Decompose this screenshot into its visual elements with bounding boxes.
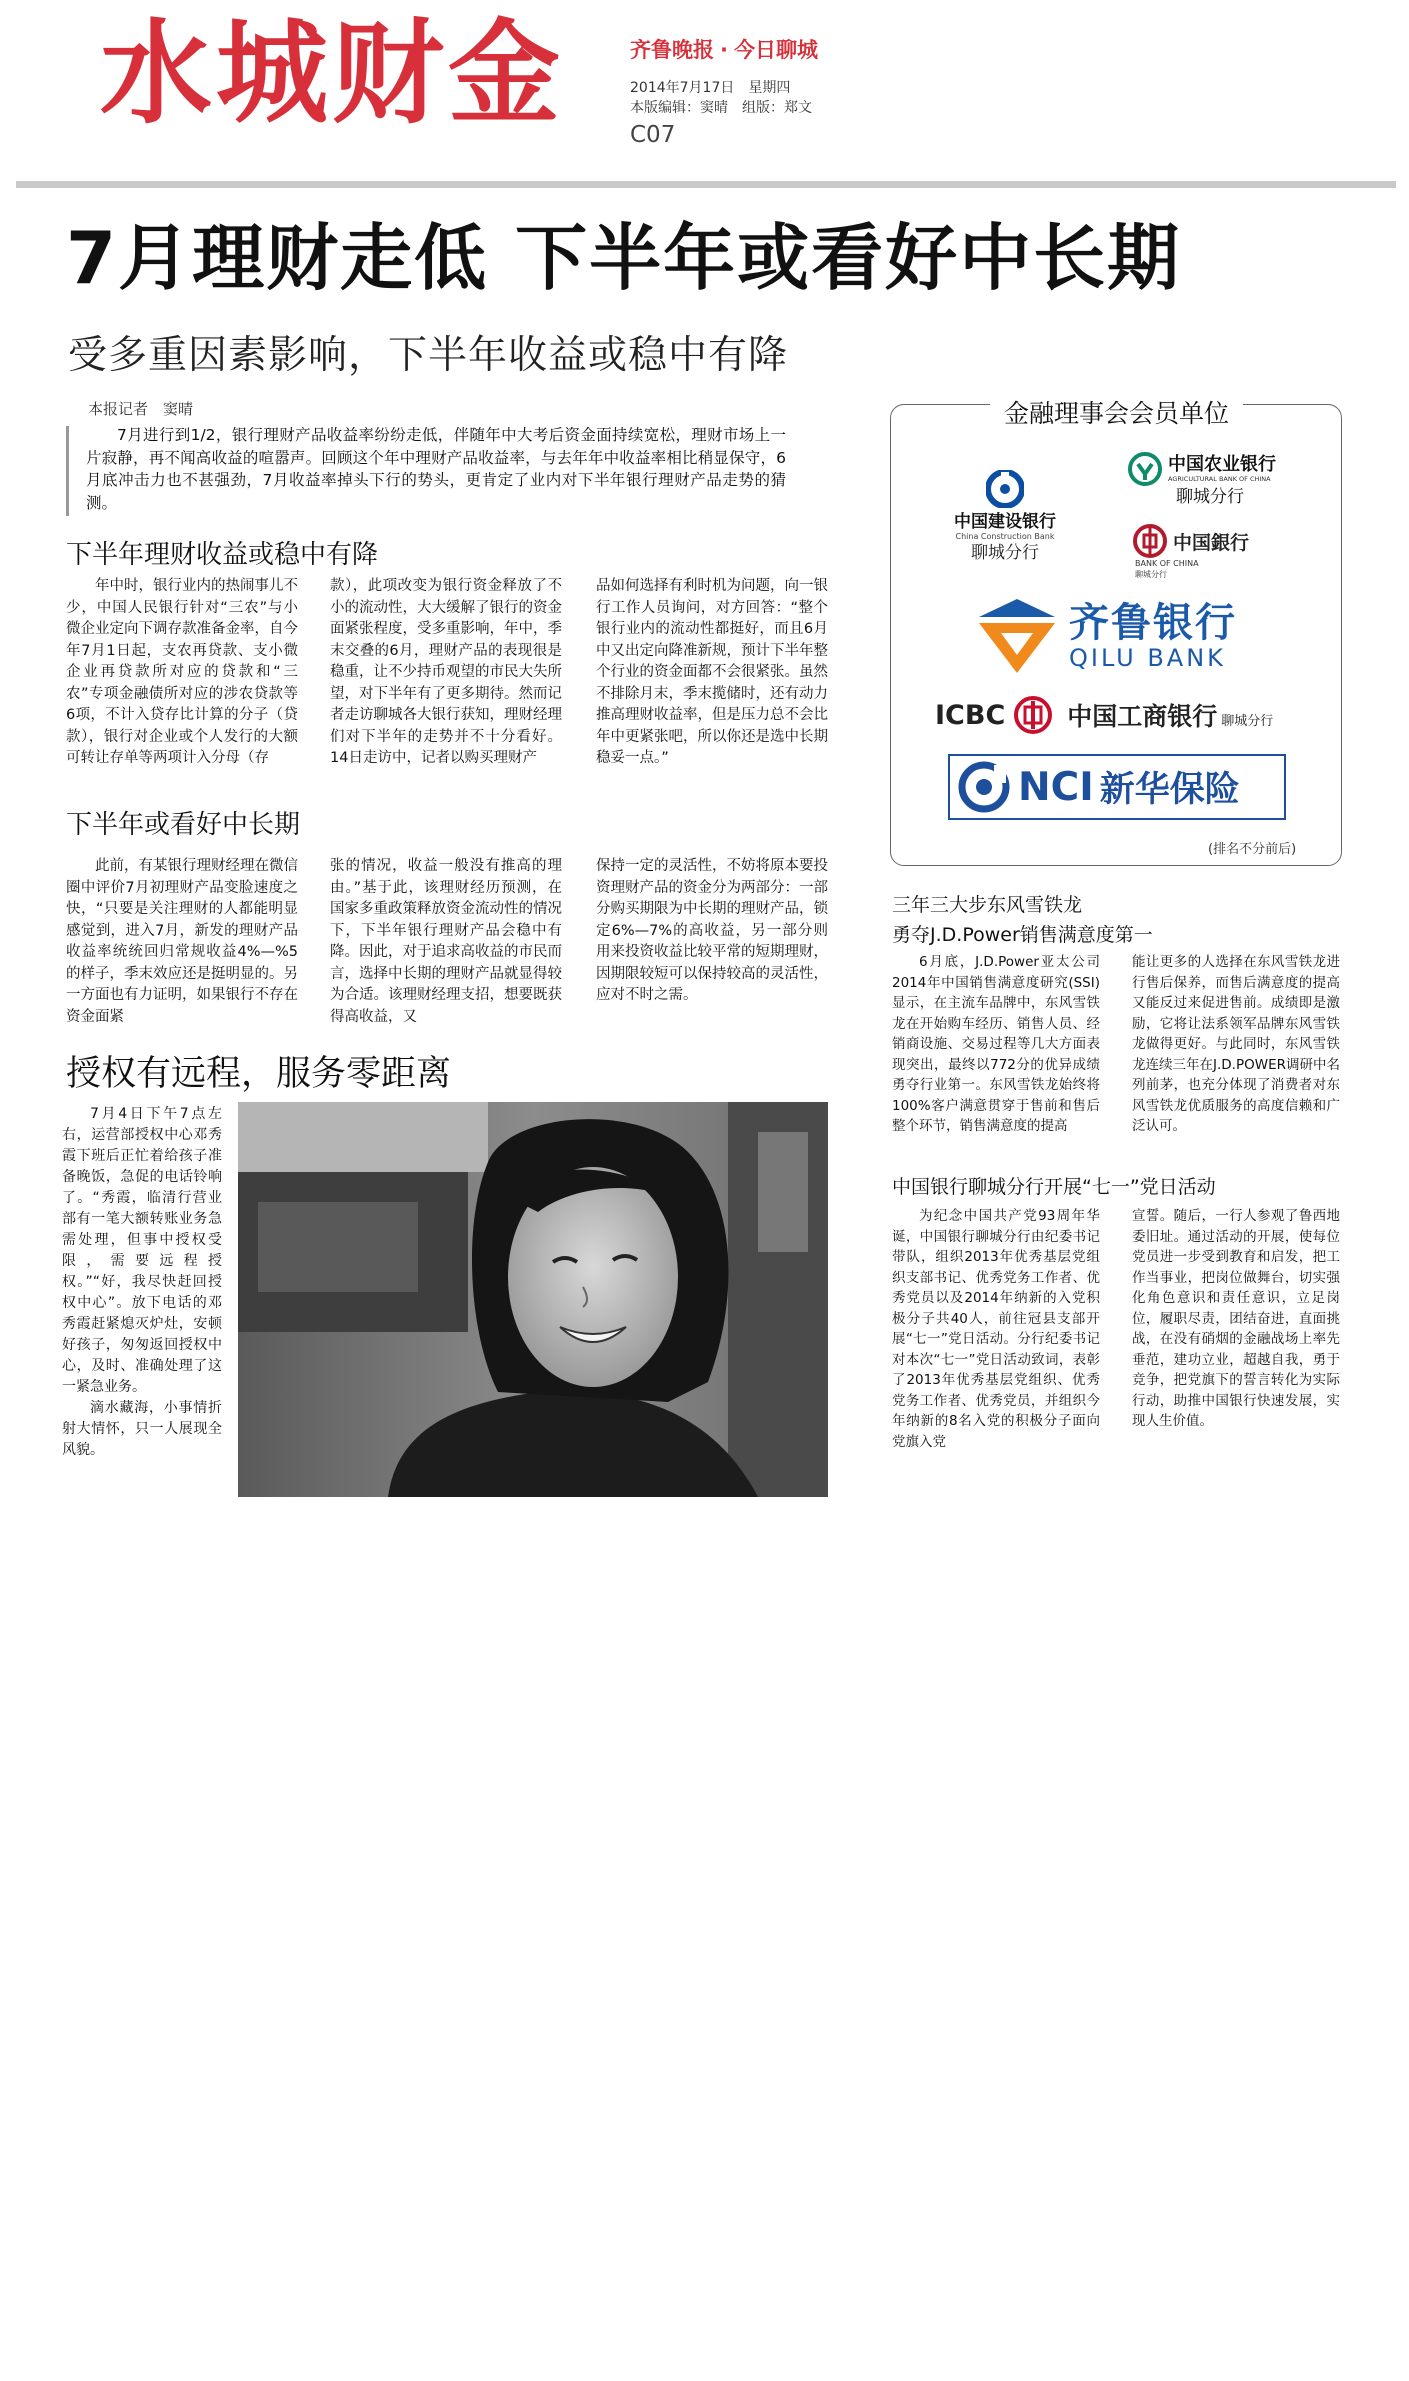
section1-column-2 xyxy=(330,576,562,792)
abc-emblem-icon xyxy=(1128,452,1162,486)
abc-name: 中国农业银行 xyxy=(1168,453,1276,475)
dongfeng-col2-text: 能让更多的人选择在东风雪铁龙进行售后保养，而售后满意度的提高又能反过来促进售前。成绩即是激励，它将让法系领军品牌东风雪铁龙做得更好。与此同时，东风雪铁龙连续三年在J.D.POWER调研中名列前茅，也充分体现了消费者对东风雪铁龙优质服务的高度信赖和广泛认可。 xyxy=(1132,954,1340,1134)
brand-left: 齐鲁晚报 xyxy=(630,38,714,62)
smiling-woman-photo xyxy=(238,1102,828,1497)
section2-column-1 xyxy=(66,856,298,1026)
service-story-heading: 授权有远程，服务零距离 xyxy=(66,1054,452,1094)
qilu-english: QILU BANK xyxy=(1069,644,1226,672)
ranking-note: (排名不分前后) xyxy=(1208,842,1297,857)
boc-story-column-1 xyxy=(892,1206,1100,1506)
section2-heading: 下半年或看好中长期 xyxy=(66,810,301,840)
icbc-logo xyxy=(935,695,1335,735)
boc-col1-text: 为纪念中国共产党93周年华诞，中国银行聊城分行由纪委书记带队，组织2013年优秀基层党组织支部书记、优秀党务工作者、优秀党员以及2014年纳新的入党积极分子共40人，前往冠县支部开展“七一”党日活动。分行纪委书记对本次“七一”党日活动致词，表彰了2013年优秀基层党组织、优秀党务工作者、优秀党员，并组织今年纳新的8名入党的积极分子面向党旗入党 xyxy=(892,1208,1100,1450)
dongfeng-heading-2: 勇夺J.D.Power销售满意度第一 xyxy=(892,924,1153,946)
main-subheadline: 受多重因素影响，下半年收益或稳中有降 xyxy=(68,333,789,378)
masthead-title: 水城财金 xyxy=(100,9,564,139)
section1-column-3 xyxy=(596,576,828,792)
section1-col2-text: 款），此项改变为银行资金释放了不小的流动性，大大缓解了银行的资金面紧张程度，受多重影响，年中，季末交叠的6月，理财产品的表现很是稳重，让不少持币观望的市民大失所望，对下半年有了更多期待。然而记者走访聊城各大银行获知，理财经理们对下半年的走势并不十分看好。14日走访中，记者以购买理财产 xyxy=(330,578,562,766)
icbc-name: 中国工商银行 xyxy=(1067,702,1218,731)
issue-editors: 本版编辑：窦晴 组版：郑文 xyxy=(630,100,812,116)
abc-english: AGRICULTURAL BANK OF CHINA xyxy=(1168,474,1271,483)
boc-story-heading: 中国银行聊城分行开展“七一”党日活动 xyxy=(892,1176,1216,1198)
ccb-english: China Construction Bank xyxy=(955,532,1055,541)
service-story-text xyxy=(62,1104,222,1504)
ccb-logo xyxy=(940,470,1070,564)
newspaper-brand xyxy=(630,34,818,64)
section1-col1-text: 年中时，银行业内的热闹事儿不少，中国人民银行针对“三农”与小微企业定向下调存款准备金率，自今年7月1日起，支农再贷款、支小微企业再贷款所对应的贷款和“三农”专项金融债所对应的涉农贷款等6项，不计入贷存比计算的分子（贷款），银行对企业或个人发行的大额可转让存单等两项计入分母（存 xyxy=(66,578,298,766)
lead-bar xyxy=(66,426,69,516)
header-divider xyxy=(16,181,1396,188)
qilu-bank-logo xyxy=(975,596,1285,676)
page-number: C07 xyxy=(630,122,676,148)
qilu-name: 齐鲁银行 xyxy=(1069,600,1237,646)
service-para-1: 7月4日下午7点左右，运营部授权中心邓秀霞下班后正忙着给孩子准备晚饭，急促的电话铃响了。“秀霞，临清行营业部有一笔大额转账业务急需处理，但事中授权受限，需要远程授权。”“好，我尽快赶回授权中心”。放下电话的邓秀霞赶紧熄灭炉灶，安顿好孩子，匆匆返回授权中心，及时、准确处理了这一紧急业务。 xyxy=(62,1106,222,1395)
icbc-branch: 聊城分行 xyxy=(1221,713,1274,729)
boc-english: BANK OF CHINA xyxy=(1135,559,1199,568)
boc-col2-text: 宣誓。随后，一行人参观了鲁西地委旧址。通过活动的开展，使每位党员进一步受到教育和启发，把工作当事业，把岗位做舞台，切实强化角色意识和责任意识，立足岗位，履职尽责，团结奋进，直面挑战，在没有硝烟的金融战场上率先垂范，建功立业，超越自我，勇于竞争，把党旗下的誓言转化为实际行动，助推中国银行快速发展，实现人生价值。 xyxy=(1132,1208,1340,1429)
nci-english: NCI xyxy=(1018,764,1094,810)
section2-column-2 xyxy=(330,856,562,1026)
issue-meta xyxy=(630,78,812,118)
dongfeng-column-1 xyxy=(892,952,1100,1157)
ccb-emblem-icon xyxy=(986,470,1024,508)
nci-emblem-icon xyxy=(958,761,1010,813)
section1-col3-text: 品如何选择有利时机为问题，向一银行工作人员询问，对方回答：“整个银行业内的流动性都挺好，而且6月中又出定向降准新规，预计下半年整个行业的资金面都不会很紧张。虽然不排除月末，季末揽储时，还有动力推高理财收益率，但是压力总不会比年中更紧张吧，所以你还是选中长期稳妥一点。” xyxy=(596,578,828,766)
boc-branch: 聊城分行 xyxy=(1135,570,1167,579)
nci-logo xyxy=(948,754,1286,820)
brand-right: 今日聊城 xyxy=(733,38,818,62)
qilu-emblem-icon xyxy=(975,597,1059,675)
nci-name: 新华保险 xyxy=(1099,770,1240,810)
boc-logo xyxy=(1133,524,1333,580)
boc-emblem-icon xyxy=(1133,524,1167,558)
section2-col3-text: 保持一定的灵活性，不妨将原本要投资理财产品的资金分为两部分：一部分购买期限为中长期的理财产品，锁定6%—7%的高收益，另一部分则用来投资收益比较平常的短期理财，因期限较短可以保持较高的灵活性，应对不时之需。 xyxy=(596,858,828,1003)
dongfeng-col1-text: 6月底，J.D.Power亚太公司2014年中国销售满意度研究(SSI)显示，在主流车品牌中，东风雪铁龙在开始购车经历、销售人员、经销商设施、交易过程等几大方面表现突出，最终以772分的优异成绩勇夺行业第一。东风雪铁龙始终将100%客户满意贯穿于售前和售后整个环节，销售满意度的提高 xyxy=(892,954,1100,1134)
ccb-name: 中国建设银行 xyxy=(954,512,1056,532)
issue-date: 2014年7月17日 星期四 xyxy=(630,80,791,96)
section1-column-1 xyxy=(66,576,298,792)
lead-paragraph: 7月进行到1/2，银行理财产品收益率纷纷走低，伴随年中大考后资金面持续宽松，理财市场上一片寂静，再不闻高收益的喧嚣声。回顾这个年中理财产品收益率，与去年年中收益率相比稍显保守，6月底冲击力也不甚强劲，7月收益率掉头下行的势头，更肯定了业内对下半年银行理财产品走势的猜测。 xyxy=(86,426,786,512)
section2-col1-text: 此前，有某银行理财经理在微信圈中评价7月初理财产品变脸速度之快，“只要是关注理财的人都能明显感觉到，进入7月，新发的理财产品收益率统统回归常规收益4%—%5的样子，季末效应还是挺明显的。另一方面也有力证明，如果银行不存在资金面紧 xyxy=(66,858,298,1025)
dongfeng-heading-1: 三年三大步东风雪铁龙 xyxy=(892,894,1083,916)
boc-story-column-2 xyxy=(1132,1206,1340,1506)
ccb-branch: 聊城分行 xyxy=(971,543,1039,563)
main-headline: 7月理财走低 下半年或看好中长期 xyxy=(66,216,1182,300)
members-panel-title: 金融理事会会员单位 xyxy=(990,394,1243,430)
section2-col2-text: 张的情况，收益一般没有推高的理由。”基于此，该理财经历预测，在国家多重政策释放资金流动性的情况下，下半年银行理财产品会稳中有降。因此，对于追求高收益的市民而言，选择中长期的理财产品就显得较为合适。该理财经理支招，想要既获得高收益，又 xyxy=(330,858,562,1025)
staff-photo xyxy=(238,1102,828,1497)
boc-name: 中国銀行 xyxy=(1173,531,1250,554)
brand-separator-icon: · xyxy=(720,38,728,62)
service-para-2: 滴水藏海，小事情折射大情怀，只一人展现全风貌。 xyxy=(62,1400,222,1458)
section2-column-3 xyxy=(596,856,828,1026)
section1-heading: 下半年理财收益或稳中有降 xyxy=(66,540,379,570)
abc-logo xyxy=(1128,452,1328,508)
abc-branch: 聊城分行 xyxy=(1176,487,1244,507)
icbc-emblem-icon xyxy=(1013,695,1053,735)
dongfeng-column-2 xyxy=(1132,952,1340,1157)
icbc-english: ICBC xyxy=(935,699,1006,731)
byline: 本报记者 窦晴 xyxy=(88,400,194,418)
